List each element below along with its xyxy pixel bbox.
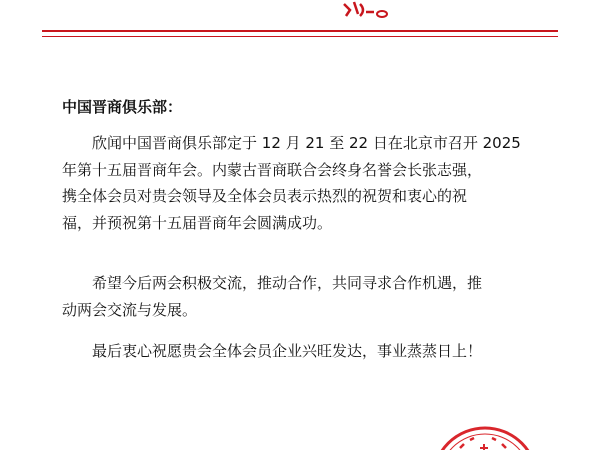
paragraph-line: 欣闻中国晋商俱乐部定于 12 月 21 至 22 日在北京市召开 2025 <box>92 134 521 152</box>
paragraph-line: 希望今后两会积极交流，推动合作，共同寻求合作机遇，推 <box>92 274 483 292</box>
header-rule-thin <box>42 36 558 37</box>
paragraph-congratulations <box>62 130 542 236</box>
paragraph-line: 福，并预祝第十五届晋商年会圆满成功。 <box>62 213 333 232</box>
official-seal <box>430 418 540 450</box>
paragraph-line: 最后衷心祝愿贵会全体会员企业兴旺发达，事业蒸蒸日上！ <box>92 342 483 360</box>
letterhead-emblem <box>340 0 390 22</box>
header-rule-thick <box>42 30 558 32</box>
paragraph-line: 携全体会员对贵会领导及全体会员表示热烈的祝贺和衷心的祝 <box>62 187 468 205</box>
salutation: 中国晋商俱乐部： <box>62 98 183 116</box>
paragraph-wishes <box>62 338 542 365</box>
paragraph-line: 年第十五届晋商年会。内蒙古晋商联合会终身名誉会长张志强， <box>62 160 483 179</box>
paragraph-cooperation <box>62 270 542 323</box>
paragraph-line: 动两会交流与发展。 <box>62 300 198 319</box>
